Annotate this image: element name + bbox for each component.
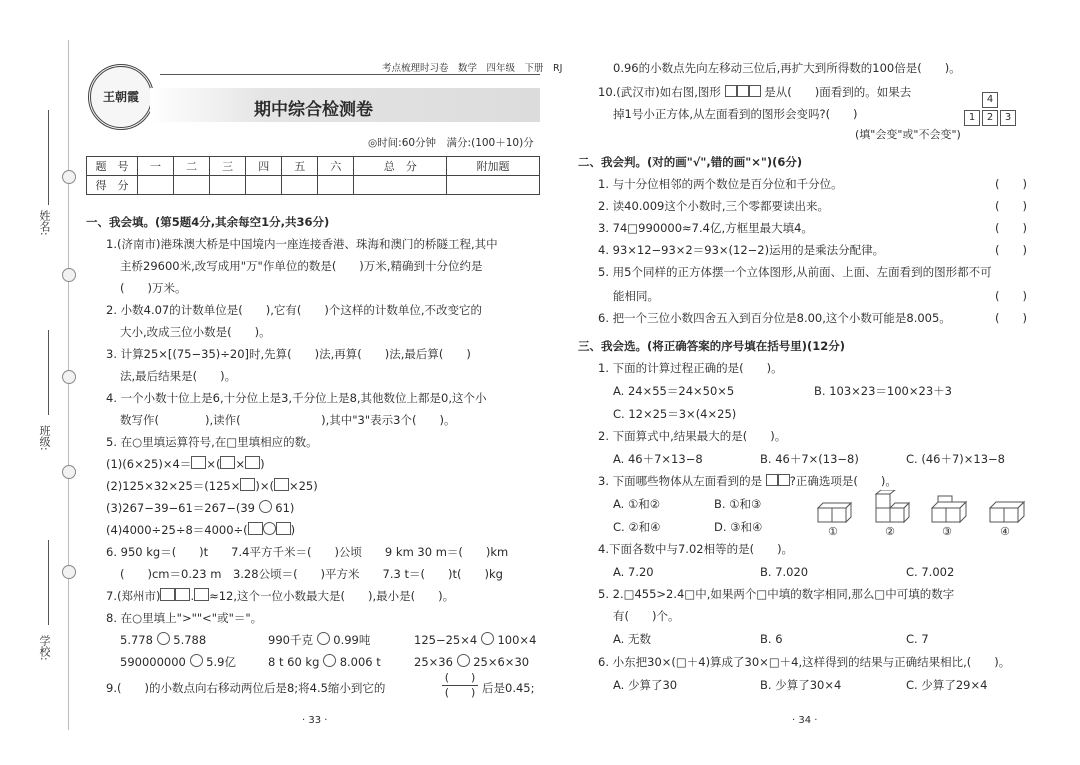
score-header-cell: 二	[174, 157, 210, 176]
side-label-school: 学校:	[38, 635, 51, 661]
cube-2: 2	[982, 110, 998, 126]
score-header-cell: 六	[318, 157, 354, 176]
choose-q3-text: 3. 下面哪些物体从左面看到的是	[598, 474, 763, 488]
compare-circle[interactable]	[323, 654, 336, 667]
score-header-cell: 三	[210, 157, 246, 176]
choose-option[interactable]: C. 7.002	[906, 565, 955, 579]
q5-title: 5. 在○里填运算符号,在□里填相应的数。	[106, 435, 318, 449]
page-number-left: · 33 ·	[302, 715, 328, 726]
score-header-cell: 四	[246, 157, 282, 176]
q9-continued: 0.96的小数点先向左移动三位后,再扩大到所得数的100倍是( )。	[613, 61, 961, 75]
choose-q5-line2: 有( )个。	[613, 609, 680, 623]
score-header-cell: 五	[282, 157, 318, 176]
page-title: 期中综合检测卷	[254, 100, 373, 120]
section2-title: 二、我会判。(对的画"√",错的画"×")(6分)	[578, 155, 803, 169]
q1-line3: ( )万米。	[120, 281, 187, 295]
q10-line2: 掉1号小正方体,从左面看到的图形会变吗?( )	[613, 107, 858, 121]
choose-option[interactable]: A. 少算了30	[613, 678, 678, 692]
score-header-cell: 总 分	[354, 157, 447, 176]
answer-circle[interactable]	[259, 500, 272, 513]
choose-option[interactable]: B. 46＋7×(13−8)	[760, 452, 859, 466]
choose-option[interactable]: C. 少算了29×4	[906, 678, 988, 692]
score-row-label: 得 分	[87, 176, 138, 195]
answer-box[interactable]	[274, 478, 289, 491]
answer-box[interactable]	[191, 456, 206, 469]
q8-item	[268, 632, 370, 648]
q5-item3: (3)267−39−61＝267−(39 61)	[106, 501, 295, 515]
q8-right: 5.9亿	[206, 655, 236, 669]
q8-item	[414, 632, 536, 648]
q10-line1	[598, 84, 911, 100]
score-cell[interactable]	[246, 176, 282, 195]
judge-6: 6. 把一个三位小数四舍五入到百分位是8.00,这个小数可能是8.005。	[598, 311, 951, 325]
cube-4: 4	[982, 92, 998, 108]
score-cell[interactable]	[282, 176, 318, 195]
compare-circle[interactable]	[457, 654, 470, 667]
figure-label-2: ②	[885, 525, 895, 538]
q8-item	[120, 654, 236, 670]
compare-circle[interactable]	[481, 632, 494, 645]
compare-circle[interactable]	[190, 654, 203, 667]
answer-paren[interactable]: ( )	[995, 289, 1027, 303]
cube-1: 1	[964, 110, 980, 126]
q3-line1: 3. 计算25×[(75−35)÷20]时,先算( )法,再算( )法,最后算( )	[106, 347, 471, 361]
q8-right: 5.788	[173, 633, 207, 647]
logo-text: 王朝霞	[102, 90, 139, 104]
score-cell[interactable]	[174, 176, 210, 195]
choose-option[interactable]: B. 103×23＝100×23＋3	[814, 384, 952, 398]
q8-right: 0.99吨	[333, 633, 371, 647]
choose-option[interactable]: C. ②和④	[613, 520, 661, 534]
q8-right: 100×4	[497, 633, 537, 647]
choose-option[interactable]: B. 6	[760, 632, 783, 646]
q8-left: 8 t 60 kg	[268, 655, 320, 669]
fraction-denominator: ( )	[444, 686, 476, 699]
q5-item1: (1)(6×25)×4＝ ×( × )	[106, 457, 265, 471]
answer-box[interactable]	[248, 522, 263, 535]
view-square	[737, 85, 749, 97]
q5-item2: (2)125×32×25＝(125× )×( ×25)	[106, 479, 318, 493]
judge-5: 5. 用5个同样的正方体摆一个立体图形,从前面、上面、左面看到的图形都不可	[598, 265, 992, 279]
q10-tail: 是从( )面看到的。如果去	[764, 85, 912, 99]
answer-box[interactable]	[245, 456, 260, 469]
choose-option[interactable]: A. 无数	[613, 632, 651, 646]
answer-paren[interactable]: ( )	[995, 177, 1027, 191]
answer-box[interactable]	[240, 478, 255, 491]
binder-hole	[62, 268, 76, 282]
compare-circle[interactable]	[317, 632, 330, 645]
judge-5b: 能相同。	[613, 289, 659, 303]
q2-line2: 大小,改成三位小数是( )。	[120, 325, 271, 339]
section3-title: 三、我会选。(将正确答案的序号填在括号里)(12分)	[578, 339, 846, 353]
q6-line1: 6. 950 kg＝( )t 7.4平方千米＝( )公顷 9 km 30 m＝( )km	[106, 545, 509, 559]
q8-item	[268, 654, 381, 670]
score-cell[interactable]	[210, 176, 246, 195]
choose-option[interactable]: A. 7.20	[613, 565, 654, 579]
score-header-cell: 附加题	[447, 157, 540, 176]
binding-line	[68, 40, 69, 730]
cube-figure	[962, 88, 1032, 132]
choose-option[interactable]: A. ①和②	[613, 497, 661, 511]
view-square	[766, 474, 778, 486]
choose-q4: 4.下面各数中与7.02相等的是( )。	[598, 542, 794, 556]
answer-paren[interactable]: ( )	[995, 243, 1027, 257]
answer-box[interactable]	[276, 522, 291, 535]
choose-option[interactable]: A. 46＋7×13−8	[613, 452, 703, 466]
q4-line2: 数写作( ),读作( ),其中"3"表示3个( )。	[120, 413, 456, 427]
answer-box[interactable]	[194, 588, 209, 601]
q6-line2: ( )cm＝0.23 m 3.28公顷＝( )平方米 7.3 t＝( )t( )kg	[120, 567, 503, 581]
q8-left: 590000000	[120, 655, 186, 669]
q8-item	[120, 632, 206, 648]
choose-q5: 5. 2.□455>2.4□中,如果两个□中填的数字相同,那么□中可填的数字	[598, 587, 955, 601]
choose-q3-tail: ?正确选项是( )。	[789, 474, 897, 488]
judge-2: 2. 读40.009这个小数时,三个零都要读出来。	[598, 199, 830, 213]
page-number-right: · 34 ·	[792, 715, 818, 726]
compare-circle[interactable]	[157, 632, 170, 645]
q8-left: 125−25×4	[414, 633, 478, 647]
name-line	[48, 110, 49, 205]
choose-q1: 1. 下面的计算过程正确的是( )。	[598, 361, 783, 375]
q5-item4-text: (4)4000÷25÷8＝4000÷(	[106, 523, 248, 537]
score-header-cell: 题 号	[87, 157, 138, 176]
section1-title: 一、我会填。(第5题4分,其余每空1分,共36分)	[86, 215, 330, 229]
q5-item3-text: (3)267−39−61＝267−(39	[106, 501, 255, 515]
choose-option[interactable]: B. 7.020	[760, 565, 809, 579]
q8-title: 8. 在○里填上">""<"或"＝"。	[106, 611, 263, 625]
page-header: 考点梳理时习卷 数学 四年级 下册 RJ	[382, 63, 563, 74]
choose-option[interactable]: B. 少算了30×4	[760, 678, 842, 692]
choose-option[interactable]: C. 12×25＝3×(4×25)	[613, 407, 737, 421]
binder-hole	[62, 465, 76, 479]
view-square	[725, 85, 737, 97]
choose-option[interactable]: D. ③和④	[714, 520, 763, 534]
q1-line2: 主桥29600米,改写成用"万"作单位的数是( )万米,精确到十分位约是	[120, 259, 483, 273]
answer-paren[interactable]: ( )	[995, 311, 1027, 325]
score-cell[interactable]	[354, 176, 447, 195]
q8-right: 25×6×30	[473, 655, 530, 669]
binder-hole	[62, 565, 76, 579]
header-rule	[160, 74, 540, 75]
score-cell[interactable]	[447, 176, 540, 195]
logo	[88, 64, 154, 130]
choose-q3	[598, 473, 897, 489]
judge-1: 1. 与十分位相邻的两个数位是百分位和千分位。	[598, 177, 843, 191]
choose-option[interactable]: A. 24×55＝24×50×5	[613, 384, 735, 398]
binder-hole	[62, 370, 76, 384]
fraction-numerator: ( )	[442, 671, 478, 686]
answer-circle[interactable]	[263, 522, 276, 535]
time-info: ◎时间:60分钟 满分:(100＋10)分	[368, 137, 534, 149]
q8-item	[414, 654, 529, 670]
q5-item2-text: (2)125×32×25＝(125×	[106, 479, 241, 493]
fraction-blank[interactable]	[442, 671, 478, 700]
score-cell[interactable]	[138, 176, 174, 195]
figure-2	[876, 490, 909, 522]
q9-line: 9.( )的小数点向右移动两位后是8;将4.5缩小到它的	[106, 681, 386, 695]
figure-4	[990, 502, 1024, 522]
q8-left: 25×36	[414, 655, 453, 669]
binder-hole	[62, 170, 76, 184]
figure-label-1: ①	[828, 525, 838, 538]
cube-3: 3	[1000, 110, 1016, 126]
q10-label: 10.(武汉市)如右图,图形	[598, 85, 721, 99]
choose-option[interactable]: C. 7	[906, 632, 929, 646]
q8-left: 5.778	[120, 633, 153, 647]
choose-q2: 2. 下面算式中,结果最大的是( )。	[598, 429, 787, 443]
q3-line2: 法,最后结果是( )。	[120, 369, 237, 383]
side-label-name: 姓名:	[38, 210, 51, 236]
score-header-cell: 一	[138, 157, 174, 176]
answer-paren[interactable]: ( )	[995, 199, 1027, 213]
q4-line1: 4. 一个小数十位上是6,十分位上是3,千分位上是8,其他数位上都是0,这个小	[106, 391, 487, 405]
score-table	[86, 156, 540, 195]
school-line	[48, 540, 49, 625]
choose-option[interactable]: B. ①和③	[714, 497, 762, 511]
q5-item4: (4)4000÷25÷8＝4000÷( )	[106, 523, 296, 537]
q9-tail: 后是0.45;	[482, 681, 535, 695]
choose-option[interactable]: C. (46＋7)×13−8	[906, 452, 1005, 466]
side-label-class: 班级:	[38, 425, 51, 451]
q7-tail: ≈12,这个一位小数最大是( ),最小是( )。	[209, 589, 455, 603]
view-square	[778, 474, 790, 486]
figure-label-4: ④	[1000, 525, 1010, 538]
judge-3: 3. 74□990000≈7.4亿,方框里最大填4。	[598, 221, 813, 235]
q2-line1: 2. 小数4.07的计数单位是( ),它有( )个这样的计数单位,不改变它的	[106, 303, 482, 317]
q8-left: 990千克	[268, 633, 313, 647]
judge-4: 4. 93×12−93×2＝93×(12−2)运用的是乘法分配律。	[598, 243, 885, 257]
class-line	[48, 330, 49, 415]
q5-item1-text: (1)(6×25)×4＝	[106, 457, 192, 471]
choose-q6: 6. 小东把30×(□＋4)算成了30×□＋4,这样得到的结果与正确结果相比,( )。	[598, 655, 1011, 669]
answer-box[interactable]	[220, 456, 235, 469]
q10-hint: (填"会变"或"不会变")	[855, 128, 961, 141]
figure-1	[818, 503, 851, 522]
answer-paren[interactable]: ( )	[995, 221, 1027, 235]
answer-box[interactable]	[175, 588, 190, 601]
q1-line1: 1.(济南市)港珠澳大桥是中国境内一座连接香港、珠海和澳门的桥隧工程,其中	[106, 237, 498, 251]
q7-line: 7.(郑州市) . ≈12,这个一位小数最大是( ),最小是( )。	[106, 589, 455, 603]
q8-right: 8.006 t	[339, 655, 381, 669]
figure-3	[932, 496, 966, 522]
score-cell[interactable]	[318, 176, 354, 195]
q7-label: 7.(郑州市)	[106, 589, 161, 603]
view-square	[749, 85, 761, 97]
answer-box[interactable]	[160, 588, 175, 601]
figure-label-3: ③	[942, 525, 952, 538]
